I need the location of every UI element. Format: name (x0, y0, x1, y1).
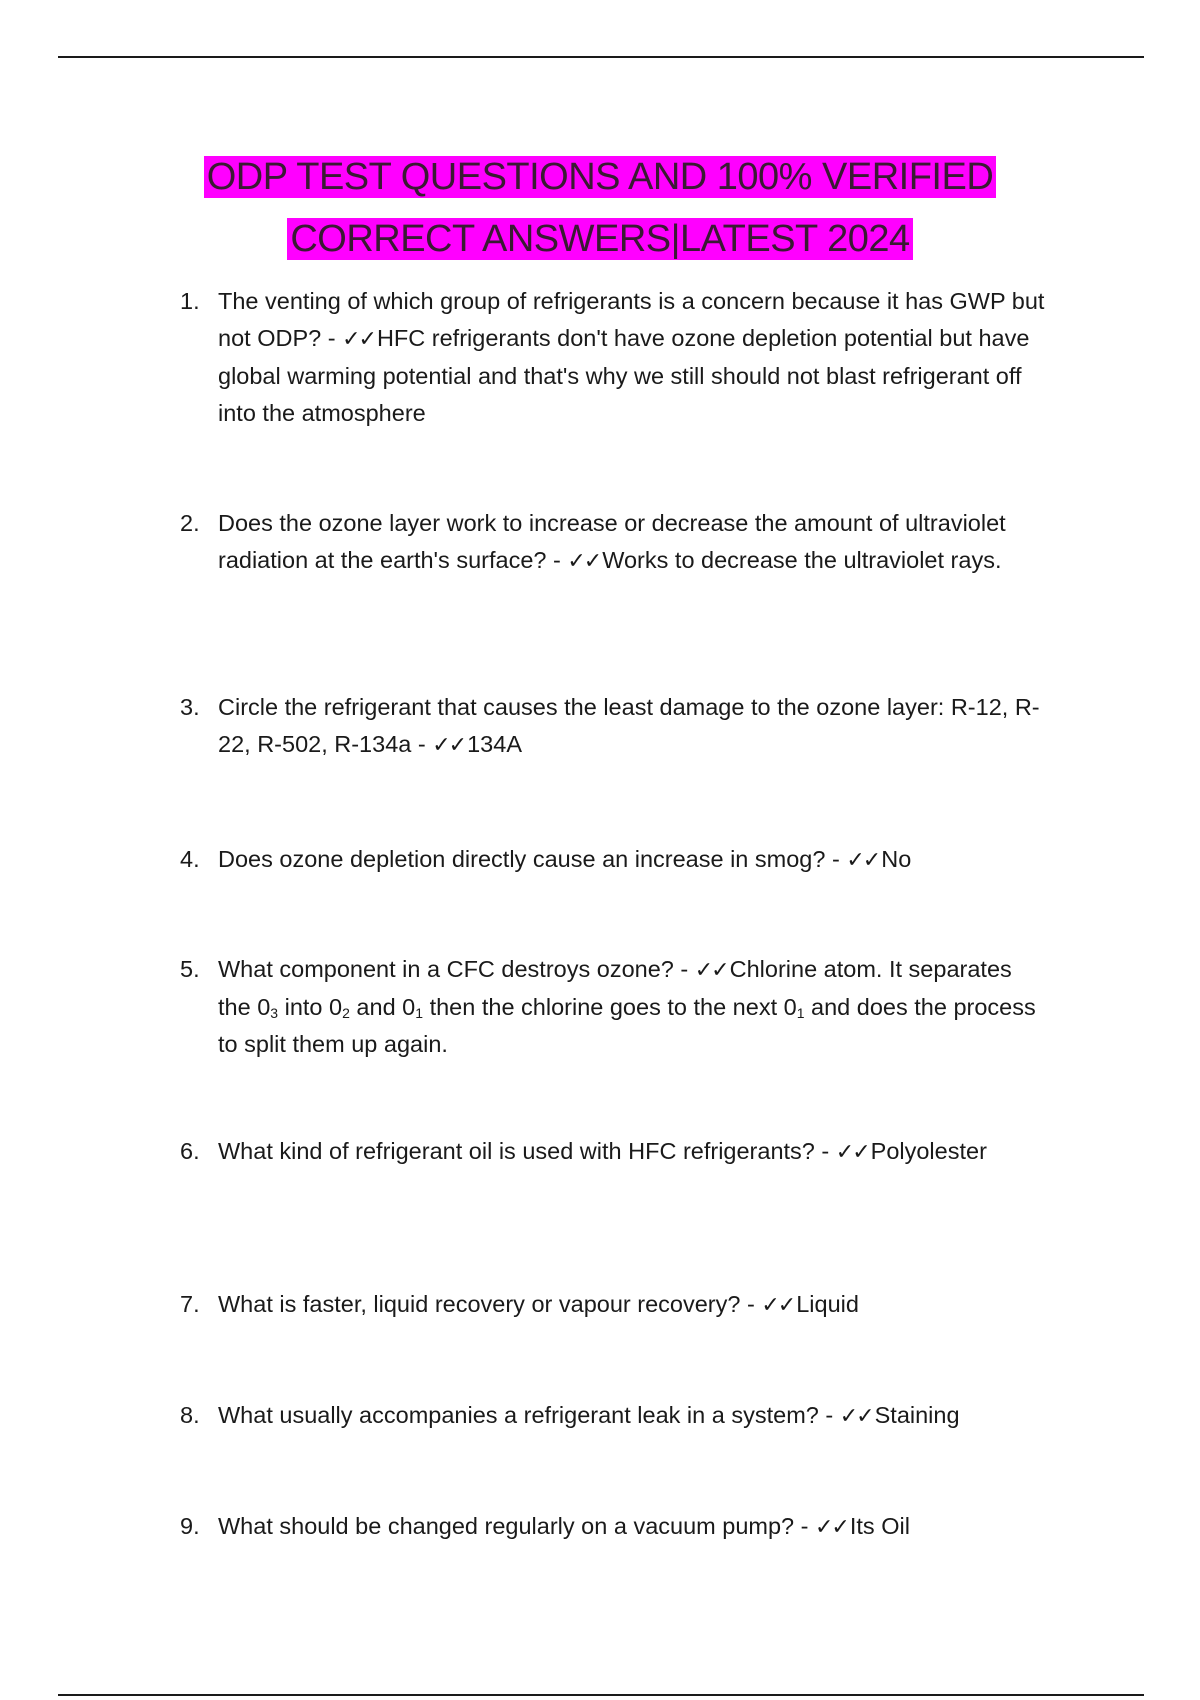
question-item-1 (180, 283, 1050, 432)
check-mark-icon: ✓✓ (567, 549, 601, 574)
answer-text-a: Chlorine atom. It separates the 0 (218, 956, 1012, 1020)
question-item-8 (180, 1397, 1050, 1435)
subscript-1: 1 (415, 1005, 424, 1021)
question-number: 1. (180, 288, 200, 314)
question-number: 5. (180, 956, 200, 982)
answer-text: Staining (874, 1402, 960, 1428)
question-body (218, 1508, 1050, 1546)
question-text: What is faster, liquid recovery or vapour recovery? - (218, 1291, 755, 1317)
question-item-5 (180, 951, 1050, 1063)
document-title (0, 146, 1200, 270)
title-line-2: CORRECT ANSWERS|LATEST 2024 (287, 218, 912, 260)
check-mark-icon: ✓✓ (761, 1293, 795, 1318)
check-mark-icon: ✓✓ (815, 1515, 848, 1540)
question-text: The venting of which group of refrigerants is a concern because it has GWP but not ODP? - (218, 288, 1045, 351)
question-text: Circle the refrigerant that causes the least damage to the ozone layer: R-12, R-22, R-502, R-134a - (218, 694, 1040, 757)
subscript-2: 2 (342, 1005, 350, 1021)
question-body (218, 951, 1050, 1063)
answer-text-c: and 0 (349, 994, 416, 1020)
answer-text: Polyolester (870, 1138, 987, 1164)
question-text: Does the ozone layer work to increase or decrease the amount of ultraviolet radiation at the earth's surface? - (218, 510, 1006, 573)
check-mark-icon: ✓✓ (342, 327, 375, 352)
check-mark-icon: ✓✓ (846, 848, 880, 873)
question-item-7 (180, 1286, 1050, 1324)
question-text: What usually accompanies a refrigerant leak in a system? - (218, 1402, 834, 1428)
answer-text: Its Oil (849, 1513, 910, 1539)
question-body (218, 689, 1050, 764)
answer-text-b: into 0 (278, 994, 343, 1020)
question-body (218, 1286, 1050, 1324)
header-rule (58, 56, 1144, 58)
question-item-9 (180, 1508, 1050, 1546)
answer-text: No (881, 846, 912, 872)
answer-text-e: and does the process to split them up again. (218, 994, 1036, 1057)
question-body (218, 1133, 1050, 1171)
question-text: Does ozone depletion directly cause an increase in smog? - (218, 846, 840, 872)
footer-rule (58, 1694, 1144, 1696)
answer-text: HFC refrigerants don't have ozone depletion potential but have global warming potential and that's why we still should not blast refrigerant off into the atmosphere (218, 325, 1030, 426)
answer-text: Works to decrease the ultraviolet rays. (602, 547, 1002, 573)
question-number: 2. (180, 510, 200, 536)
question-number: 7. (180, 1291, 200, 1317)
question-body (218, 841, 1050, 879)
question-body (218, 1397, 1050, 1435)
question-number: 4. (180, 846, 200, 872)
subscript-1b: 1 (796, 1005, 805, 1021)
title-line-1: ODP TEST QUESTIONS AND 100% VERIFIED (204, 156, 997, 198)
answer-text-d: then the chlorine goes to the next 0 (423, 994, 797, 1020)
check-mark-icon: ✓✓ (694, 958, 728, 983)
question-number: 6. (180, 1138, 200, 1164)
check-mark-icon: ✓✓ (835, 1140, 869, 1165)
check-mark-icon: ✓✓ (432, 733, 466, 758)
answer-text: Liquid (796, 1291, 859, 1317)
question-number: 9. (180, 1513, 200, 1539)
check-mark-icon: ✓✓ (839, 1404, 873, 1429)
question-number: 8. (180, 1402, 200, 1428)
question-text: What component in a CFC destroys ozone? - (218, 956, 689, 982)
question-number: 3. (180, 694, 200, 720)
question-item-3 (180, 689, 1050, 764)
question-body (218, 505, 1050, 580)
question-item-6 (180, 1133, 1050, 1171)
question-text: What kind of refrigerant oil is used with HFC refrigerants? - (218, 1138, 830, 1164)
answer-text: 134A (467, 731, 522, 757)
question-item-2 (180, 505, 1050, 580)
subscript-3: 3 (270, 1005, 279, 1021)
question-body (218, 283, 1050, 432)
question-text: What should be changed regularly on a vacuum pump? - (218, 1513, 809, 1539)
question-item-4 (180, 841, 1050, 879)
